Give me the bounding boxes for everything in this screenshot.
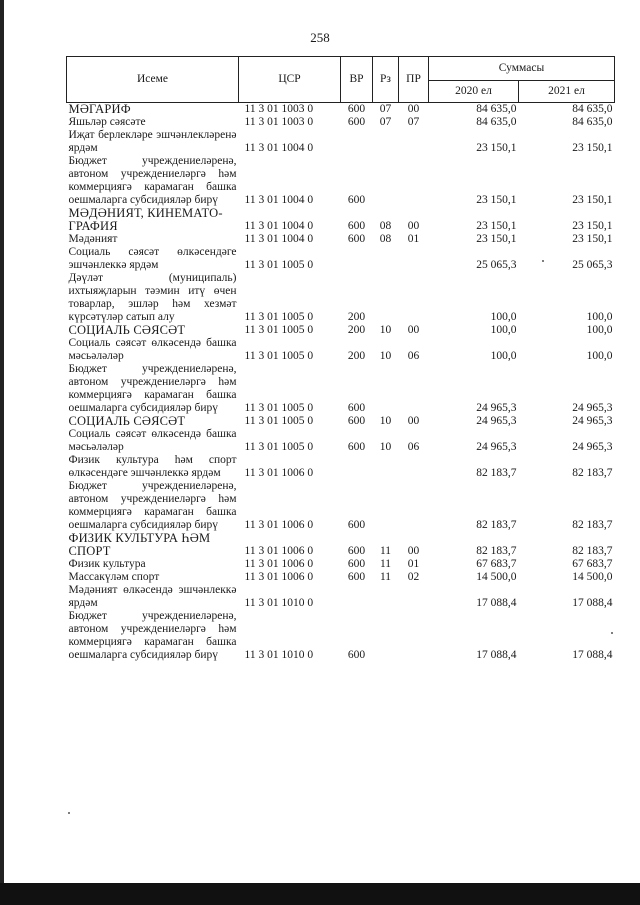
row-name: Бюджет учреждениеләренә, автоном учреждениеләргә һәм коммерциягә карамаган башка оешмаларга субсидияләр бирү	[68, 363, 237, 414]
row-rz: 07	[379, 103, 392, 115]
table-row	[67, 558, 615, 571]
table-header	[67, 57, 615, 103]
header-code: ЦСР	[239, 57, 341, 103]
row-code: 11 3 01 1010 0	[244, 649, 314, 661]
row-vr: 600	[347, 545, 366, 557]
row-amount-2021: 23 150,1	[572, 233, 613, 245]
row-amount-2021: 24 965,3	[572, 441, 613, 453]
row-pr	[399, 584, 429, 610]
table-row	[67, 584, 615, 610]
row-rz	[373, 272, 399, 324]
row-amount-2020: 100,0	[490, 324, 517, 336]
row-code: 11 3 01 1006 0	[244, 558, 314, 570]
table-row	[67, 155, 615, 207]
row-vr	[341, 129, 373, 155]
table-row	[67, 207, 615, 233]
row-rz	[373, 480, 399, 532]
row-pr: 00	[407, 220, 420, 232]
row-code: 11 3 01 1005 0	[244, 311, 314, 323]
row-rz	[373, 155, 399, 207]
row-amount-2020: 23 150,1	[476, 142, 517, 154]
row-rz	[373, 246, 399, 272]
row-amount-2020: 100,0	[490, 311, 517, 323]
row-amount-2020: 67 683,7	[476, 558, 517, 570]
row-code: 11 3 01 1006 0	[244, 467, 314, 479]
table-row	[67, 324, 615, 337]
row-vr: 600	[347, 103, 366, 115]
row-amount-2021: 24 965,3	[572, 415, 613, 427]
row-rz: 10	[379, 415, 392, 427]
row-pr: 01	[407, 558, 420, 570]
row-pr	[399, 272, 429, 324]
row-amount-2020: 23 150,1	[476, 194, 517, 206]
row-code: 11 3 01 1004 0	[244, 233, 314, 245]
row-name: Физик культура һәм спорт өлкәсендәге эшчәнлеккә ярдәм	[68, 454, 237, 479]
row-amount-2021: 82 183,7	[572, 467, 613, 479]
table-row	[67, 532, 615, 558]
row-pr: 06	[407, 350, 420, 362]
header-year-2020: 2020 ел	[429, 81, 519, 103]
row-amount-2020: 24 965,3	[476, 415, 517, 427]
row-pr: 01	[407, 233, 420, 245]
row-vr: 600	[347, 220, 366, 232]
row-rz: 08	[379, 233, 392, 245]
row-amount-2021: 23 150,1	[572, 220, 613, 232]
row-amount-2021: 23 150,1	[572, 194, 613, 206]
row-vr: 200	[347, 350, 366, 362]
table-row	[67, 129, 615, 155]
row-name: ФИЗИК КУЛЬТУРА ҺӘМ СПОРТ	[68, 531, 211, 558]
table-row	[67, 415, 615, 428]
row-vr: 600	[347, 558, 366, 570]
row-code: 11 3 01 1010 0	[244, 597, 314, 609]
row-code: 11 3 01 1005 0	[244, 415, 314, 427]
row-vr: 600	[347, 649, 366, 661]
row-amount-2021: 100,0	[586, 350, 613, 362]
table-row	[67, 571, 615, 584]
row-vr	[341, 454, 373, 480]
row-code: 11 3 01 1006 0	[244, 519, 314, 531]
row-code: 11 3 01 1003 0	[244, 103, 314, 115]
row-name: Социаль сәясәт өлкәсендәге эшчәнлеккә ярдәм	[68, 246, 237, 271]
row-code: 11 3 01 1005 0	[244, 259, 314, 271]
page-number: 258	[310, 30, 330, 45]
row-rz: 10	[379, 324, 392, 336]
row-rz	[373, 584, 399, 610]
row-pr: 00	[407, 545, 420, 557]
row-name: СОЦИАЛЬ СӘЯСӘТ	[68, 323, 186, 337]
row-pr: 06	[407, 441, 420, 453]
row-code: 11 3 01 1003 0	[244, 116, 314, 128]
row-code: 11 3 01 1005 0	[244, 441, 314, 453]
row-pr	[399, 155, 429, 207]
row-code: 11 3 01 1006 0	[244, 571, 314, 583]
row-amount-2021: 100,0	[586, 324, 613, 336]
row-amount-2021: 100,0	[586, 311, 613, 323]
header-vr: ВР	[341, 57, 373, 103]
row-vr: 600	[347, 441, 366, 453]
row-rz: 07	[379, 116, 392, 128]
table-row	[67, 363, 615, 415]
row-name: Бюджет учреждениеләренә, автоном учреждениеләргә һәм коммерциягә карамаган башка оешмаларга субсидияләр бирү	[68, 155, 237, 206]
row-pr	[399, 363, 429, 415]
header-year-2021: 2021 ел	[519, 81, 615, 103]
row-name: СОЦИАЛЬ СӘЯСӘТ	[68, 414, 186, 428]
row-pr	[399, 246, 429, 272]
row-vr: 600	[347, 571, 366, 583]
row-name: Бюджет учреждениеләренә, автоном учреждениеләргә һәм коммерциягә карамаган башка оешмаларга субсидияләр бирү	[68, 480, 237, 531]
row-name: Физик культура	[68, 558, 146, 570]
row-code: 11 3 01 1004 0	[244, 194, 314, 206]
row-code: 11 3 01 1005 0	[244, 350, 314, 362]
table-row	[67, 428, 615, 454]
row-rz: 08	[379, 220, 392, 232]
table-row	[67, 246, 615, 272]
row-amount-2021: 14 500,0	[572, 571, 613, 583]
row-vr: 600	[347, 116, 366, 128]
row-name: Бюджет учреждениеләренә, автоном учреждениеләргә һәм коммерциягә карамаган башка оешмаларга субсидияләр бирү	[68, 610, 237, 661]
row-vr: 600	[347, 402, 366, 414]
row-amount-2021: 17 088,4	[572, 649, 613, 661]
header-sums: Суммасы	[429, 57, 615, 81]
row-vr: 600	[347, 519, 366, 531]
row-code: 11 3 01 1006 0	[244, 545, 314, 557]
row-amount-2020: 24 965,3	[476, 402, 517, 414]
row-vr: 600	[347, 415, 366, 427]
header-name: Исеме	[67, 57, 239, 103]
table-row	[67, 233, 615, 246]
row-name: Мәдәният	[68, 233, 118, 245]
row-amount-2020: 23 150,1	[476, 233, 517, 245]
row-pr: 00	[407, 415, 420, 427]
row-pr: 02	[407, 571, 420, 583]
row-pr	[399, 129, 429, 155]
scan-edge-left	[0, 0, 4, 905]
row-name: Иҗат берлекләре эшчәнлекләренә ярдәм	[68, 129, 237, 154]
row-code: 11 3 01 1005 0	[244, 324, 314, 336]
row-amount-2020: 82 183,7	[476, 519, 517, 531]
row-amount-2021: 24 965,3	[572, 402, 613, 414]
row-vr: 600	[347, 233, 366, 245]
table-body	[67, 103, 615, 663]
row-name: МӘГАРИФ	[68, 102, 131, 116]
scan-speck	[542, 260, 544, 262]
row-amount-2020: 25 065,3	[476, 259, 517, 271]
row-pr	[399, 610, 429, 662]
row-amount-2020: 82 183,7	[476, 467, 517, 479]
row-amount-2021: 84 635,0	[572, 103, 613, 115]
scan-speck	[611, 632, 613, 634]
row-amount-2021: 67 683,7	[572, 558, 613, 570]
row-vr: 600	[347, 194, 366, 206]
row-amount-2020: 14 500,0	[476, 571, 517, 583]
table-row	[67, 480, 615, 532]
row-amount-2020: 17 088,4	[476, 649, 517, 661]
row-rz: 11	[379, 571, 392, 583]
table-row	[67, 454, 615, 480]
row-amount-2020: 84 635,0	[476, 116, 517, 128]
row-vr	[341, 584, 373, 610]
row-name: Социаль сәясәт өлкәсендә башка мәсьәләләр	[68, 428, 237, 453]
row-pr: 00	[407, 324, 420, 336]
row-rz: 11	[379, 558, 392, 570]
row-amount-2020: 23 150,1	[476, 220, 517, 232]
table-row	[67, 610, 615, 662]
row-amount-2021: 82 183,7	[572, 519, 613, 531]
header-rz: Рз	[373, 57, 399, 103]
row-vr: 200	[347, 311, 366, 323]
row-amount-2021: 23 150,1	[572, 142, 613, 154]
row-rz: 11	[379, 545, 392, 557]
table-row	[67, 116, 615, 129]
row-amount-2021: 25 065,3	[572, 259, 613, 271]
row-amount-2021: 17 088,4	[572, 597, 613, 609]
row-amount-2021: 84 635,0	[572, 116, 613, 128]
scan-edge-bottom	[0, 883, 640, 905]
row-pr: 07	[407, 116, 420, 128]
row-rz	[373, 129, 399, 155]
row-pr	[399, 480, 429, 532]
row-name: Дәүләт (муниципаль) ихтыяҗларын тәэмин итү өчен товарлар, эшләр һәм хезмәт күрсәтүләр сатып алу	[68, 272, 237, 323]
row-rz: 10	[379, 350, 392, 362]
table-row	[67, 272, 615, 324]
row-code: 11 3 01 1005 0	[244, 402, 314, 414]
row-pr	[399, 454, 429, 480]
row-name: Мәдәният өлкәсендә эшчәнлеккә ярдәм	[68, 584, 237, 609]
row-amount-2020: 84 635,0	[476, 103, 517, 115]
row-pr: 00	[407, 103, 420, 115]
header-pr: ПР	[399, 57, 429, 103]
table-row	[67, 103, 615, 117]
row-rz	[373, 610, 399, 662]
row-name: МӘДӘНИЯТ, КИНЕМАТО-ГРАФИЯ	[68, 206, 223, 233]
table-row	[67, 337, 615, 363]
row-rz	[373, 363, 399, 415]
row-name: Массакүләм спорт	[68, 571, 160, 583]
row-code: 11 3 01 1004 0	[244, 220, 314, 232]
row-rz	[373, 454, 399, 480]
row-amount-2020: 100,0	[490, 350, 517, 362]
row-name: Социаль сәясәт өлкәсендә башка мәсьәләләр	[68, 337, 237, 362]
row-code: 11 3 01 1004 0	[244, 142, 314, 154]
budget-table	[66, 56, 615, 662]
row-name: Яшьләр сәясәте	[68, 116, 146, 128]
row-amount-2020: 24 965,3	[476, 441, 517, 453]
scan-speck	[68, 812, 70, 814]
row-rz: 10	[379, 441, 392, 453]
row-amount-2021: 82 183,7	[572, 545, 613, 557]
row-vr: 200	[347, 324, 366, 336]
row-vr	[341, 246, 373, 272]
row-amount-2020: 17 088,4	[476, 597, 517, 609]
row-amount-2020: 82 183,7	[476, 545, 517, 557]
